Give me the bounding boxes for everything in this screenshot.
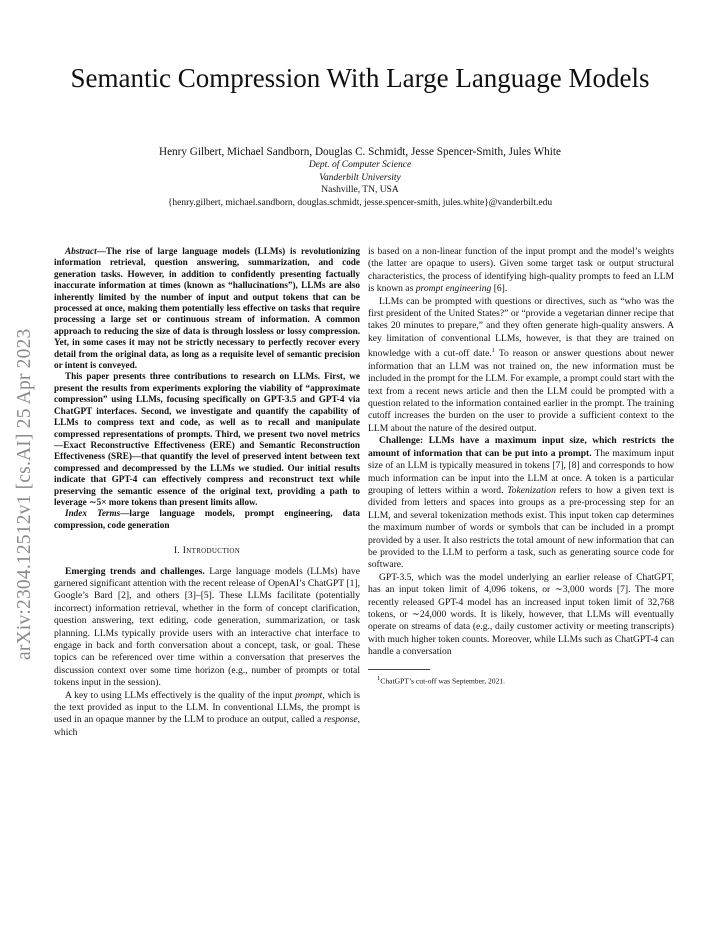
left-column: [54, 246, 360, 739]
paper-title: Semantic Compression With Large Language Models: [70, 63, 650, 93]
term-prompt: prompt: [294, 689, 323, 701]
intro-paragraph-2-text-c: , which: [54, 714, 360, 738]
abstract-paragraph-1: [54, 246, 360, 371]
abstract-text-1: —The rise of large language models (LLMs) is revolutionizing information retrieval, question answering, summarization, and code generation tasks. However, in addition to confidently presenting factually inaccurate information at times (known as “hallucinations”), LLMs are also inherently limited by the number of input and output tokens that can be processed at once, making them potentially less effective on tasks that require processing a large set or continuous stream of information. A common approach to reducing the size of data is through lossless or lossy compression. Yet, in some cases it may not be strictly necessary to perfectly recover every detail from the original data, as long as a requisite level of semantic precision or intent is conveyed.: [54, 246, 360, 371]
index-terms-text: —large language models, prompt engineering, data compression, code generation: [54, 508, 360, 530]
intro-paragraph-1: [54, 566, 360, 690]
intro-paragraph-2-text-a: A key to using LLMs effectively is the quality of the input: [65, 689, 295, 701]
term-prompt-engineering: prompt engineering: [415, 283, 492, 295]
right-paragraph-3: [368, 435, 674, 571]
term-tokenization: Tokenization: [507, 484, 556, 496]
footnote-text: ChatGPT’s cut-off was September, 2021.: [380, 676, 506, 686]
footnote-reference: 1: [491, 347, 495, 355]
intro-paragraph-2-text-b: , which is the text provided as input to the LLM. In conventional LLMs, the prompt is used in an opaque manner by the LLM to produce an output, called a: [54, 689, 360, 726]
footnote-rule: [368, 669, 430, 670]
index-terms-label: Index Terms: [65, 508, 121, 519]
abstract-label: Abstract: [65, 246, 97, 256]
university: Vanderbilt University: [319, 172, 401, 183]
footnote-mark: 1: [377, 674, 381, 682]
right-paragraph-1-text-b: [6].: [491, 283, 508, 295]
challenge-statement: Challenge: LLMs have a maximum input size, which restricts the amount of information that can be put into a prompt.: [368, 435, 674, 459]
author-list: Henry Gilbert, Michael Sandborn, Douglas C. Schmidt, Jesse Spencer-Smith, Jules White: [159, 146, 561, 158]
location: Nashville, TN, USA: [321, 185, 399, 195]
author-emails: {henry.gilbert, michael.sandborn, douglas.schmidt, jesse.spencer-smith, jules.white}@vanderbilt.edu: [167, 197, 553, 208]
right-paragraph-4: GPT-3.5, which was the model underlying an earlier release of ChatGPT, has an input token limit of 4,096 tokens, or ∼3,000 words [7]. The more recently released GPT-4 model has an increased input token limit of 32,768 tokens, or ∼24,000 words. It is likely, however, that LLMs will eventually operate on streams of data (e.g., daily customer activity or meeting transcripts) with much higher token counts. Moreover, while LLMs such as ChatGPT-4 can handle a conversation: [368, 571, 674, 658]
arxiv-identifier-stamp: arXiv:2304.12512v1 [cs.AI] 25 Apr 2023: [14, 328, 35, 660]
intro-paragraph-1-text: Large language models (LLMs) have garnered significant attention with the recent release of OpenAI’s ChatGPT [1], Google’s Bard [2], and others [3]–[5]. These LLMs facilitate (potentially incorrect) information retrieval, whether in the form of concept clarification, question answering, text editing, code generation, summarization, or task planning. LLMs typically provide users with an interactive chat interface to engage in back and forth conversation about a concept, task, or goal. These topics can be referenced over time within a conversation that preserves the discussion context over some time horizon (e.g., number of prompts or total tokens input in the session).: [54, 565, 360, 689]
right-paragraph-3-text-a: The maximum input size of an LLM is typically measured in tokens [7], [8] and corresponds to how much information can be input into the LLM at once. A token is a particular grouping of letters within a word.: [368, 447, 674, 496]
right-paragraph-2-text-b: To reason or answer questions about newer information that an LLM was not trained on, the new information must be included in the prompt for the LLM. For example, a prompt could start with the text from a recent news article and then the LLM could be prompted with a question related to the information contained earlier in the prompt. The training cutoff increases the burden on the user to provide a sufficient context to the LLM about the nature of the desired output.: [368, 348, 675, 434]
right-paragraph-2-text-a: LLMs can be prompted with questions or directives, such as “who was the first president of the United States?” or “provide a vegetarian dinner recipe that takes 20 minutes to prepare,” and they often generate high-quality answers. A key limitation of conventional LLMs, however, is that they are trained on knowledge with a cut-off date.: [368, 295, 674, 360]
footnote: [368, 674, 674, 687]
right-paragraph-1: [368, 246, 674, 296]
right-paragraph-1-text-a: is based on a non-linear function of the input prompt and the model’s weights (the latter are opaque to users). Given some target task or output structural characteristics, the process of identifying high-quality prompts to feed an LLM is known as: [368, 246, 674, 295]
author-block: [60, 145, 660, 209]
abstract-paragraph-2: This paper presents three contributions to research on LLMs. First, we present the results from experiments exploring the viability of “approximate compression” using LLMs, focusing specifically on GPT-3.5 and GPT-4 via ChatGPT interfaces. Second, we investigate and quantify the capability of LLMs to compress text and code, as well as to recall and manipulate compressed representations of prompts. Third, we present two novel metrics—Exact Reconstructive Effectiveness (ERE) and Semantic Reconstruction Effectiveness (SRE)—that quantify the level of preserved intent between text compressed and decompressed by the LLMs we studied. Our initial results indicate that GPT-4 can effectively compress and reconstruct text while preserving the semantic essence of the original text, providing a path to leverage ∼5× more tokens than present limits allow.: [54, 371, 360, 507]
right-paragraph-3-text-b: refers to how a given text is divided from letters and spaces into groups as a pre-processing step for an LLM, and several tokenization methods exist. This input token cap determines the maximum number of words or symbols that can be included in a prompt provided by a user. It also restricts the total amount of new information that can be provided to the LLM to perform a task, such as generating source code for software.: [368, 484, 675, 571]
department: Dept. of Computer Science: [308, 160, 412, 170]
index-terms: [54, 508, 360, 531]
section-heading-introduction: I. Introduction: [173, 545, 241, 557]
intro-paragraph-1-lead: Emerging trends and challenges.: [65, 565, 205, 577]
right-paragraph-2: [368, 296, 674, 436]
right-column: [368, 246, 674, 686]
term-response: response: [323, 714, 358, 726]
intro-paragraph-2: [54, 690, 360, 740]
